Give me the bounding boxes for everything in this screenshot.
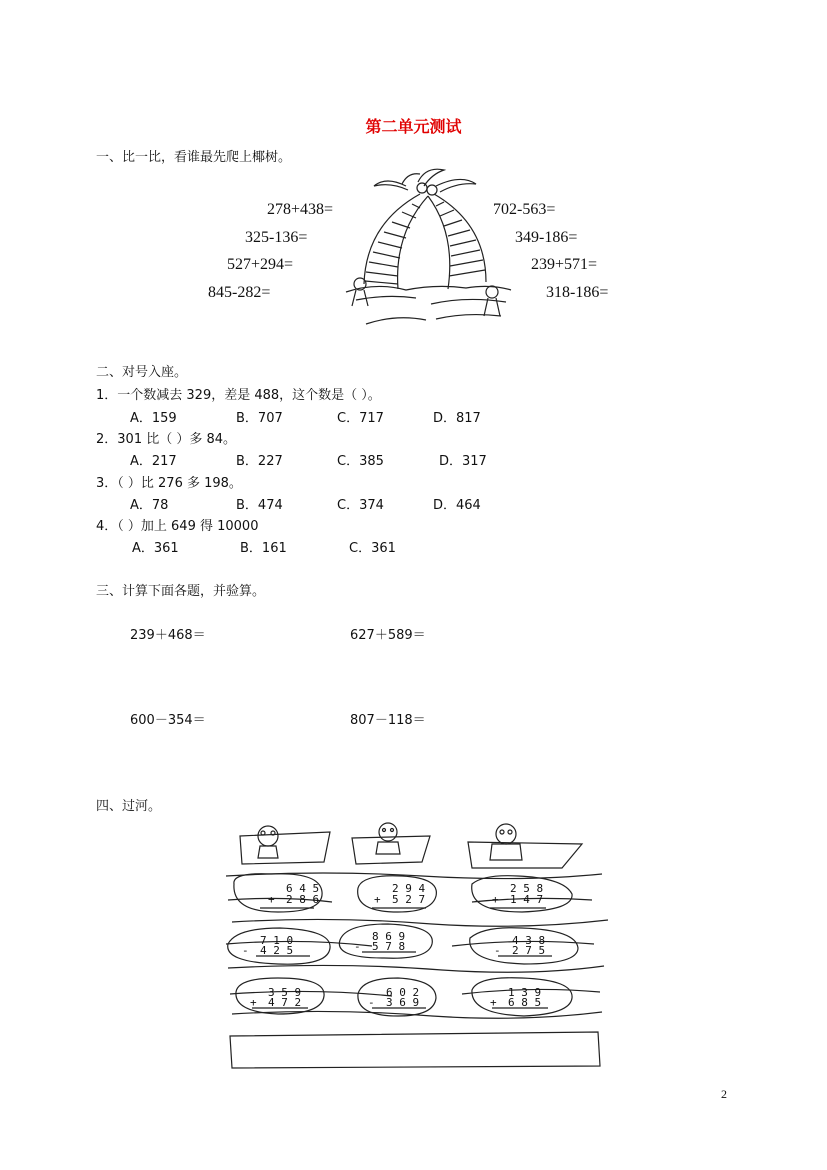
option: A．361 xyxy=(132,541,179,556)
page-number: 2 xyxy=(721,1087,727,1101)
stone-operator: - xyxy=(368,996,375,1009)
stone-bottom-number: 3 6 9 xyxy=(386,996,420,1009)
equation: 845-282= xyxy=(208,284,271,301)
stone-top-number: 4 3 8 xyxy=(512,934,546,947)
option: B．161 xyxy=(240,541,287,556)
stone-bottom-number: 6 8 5 xyxy=(508,996,542,1009)
stone-operator: - xyxy=(242,944,249,957)
stone-bottom-number: 5 7 8 xyxy=(372,940,406,953)
option: B．227 xyxy=(236,454,283,469)
stone-bottom-number: 4 2 5 xyxy=(260,944,294,957)
stone-bottom-number: 4 7 2 xyxy=(268,996,302,1009)
stone-operator: + xyxy=(490,996,497,1009)
stone-operator: + xyxy=(374,893,381,906)
equation: 349-186= xyxy=(515,229,578,246)
stone-bottom-number: 1 4 7 xyxy=(510,893,544,906)
option: A．159 xyxy=(130,411,177,426)
stone-bottom-number: 2 8 6 xyxy=(286,893,320,906)
stone-top-number: 6 4 5 xyxy=(286,882,320,895)
option: C．361 xyxy=(349,541,396,556)
equation: 527+294= xyxy=(227,256,294,273)
stone-operator: + xyxy=(250,996,257,1009)
question-text: 1．一个数减去 329，差是 488，这个数是（ ）。 xyxy=(96,388,381,403)
calc-problem: 239＋468＝ xyxy=(130,628,206,643)
question-text: 2．301 比（ ）多 84。 xyxy=(96,432,237,447)
stone-top-number: 2 5 8 xyxy=(510,882,544,895)
question-text: 4．（ ）加上 649 得 10000 xyxy=(96,519,259,534)
option: D．464 xyxy=(433,498,481,513)
option: C．374 xyxy=(337,498,384,513)
stone-bottom-number: 5 2 7 xyxy=(392,893,426,906)
section-2-heading: 二、对号入座。 xyxy=(96,365,188,380)
stone-bottom-number: 2 7 5 xyxy=(512,944,546,957)
option: A．217 xyxy=(130,454,177,469)
option: C．717 xyxy=(337,411,384,426)
stone-top-number: 2 9 4 xyxy=(392,882,426,895)
question-text: 3．（ ）比 276 多 198。 xyxy=(96,476,242,491)
section-1-heading: 一、比一比，看谁最先爬上椰树。 xyxy=(96,150,292,165)
stone-operator: - xyxy=(354,940,361,953)
stone-operator: - xyxy=(494,944,501,957)
stone-top-number: 7 1 0 xyxy=(260,934,294,947)
equation: 278+438= xyxy=(267,201,334,218)
calc-problem: 807－118＝ xyxy=(350,713,426,728)
section-4-heading: 四、过河。 xyxy=(96,799,162,814)
option: C．385 xyxy=(337,454,384,469)
stone-top-number: 3 5 9 xyxy=(268,986,302,999)
stone-operator: + xyxy=(492,893,499,906)
calc-problem: 627＋589＝ xyxy=(350,628,426,643)
stone-top-number: 8 6 9 xyxy=(372,930,406,943)
option: D．317 xyxy=(439,454,487,469)
option: B．707 xyxy=(236,411,283,426)
section-3-heading: 三、计算下面各题，并验算。 xyxy=(96,584,266,599)
stone-top-number: 1 3 9 xyxy=(508,986,542,999)
page-title: 第二单元测试 xyxy=(365,117,462,136)
option: B．474 xyxy=(236,498,283,513)
palm-tree-illustration xyxy=(336,164,516,334)
equation: 325-136= xyxy=(245,229,308,246)
stone-top-number: 6 0 2 xyxy=(386,986,420,999)
option: D．817 xyxy=(433,411,481,426)
equation: 702-563= xyxy=(493,201,556,218)
stone-operator: + xyxy=(268,893,275,906)
calc-problem: 600－354＝ xyxy=(130,713,206,728)
river-crossing-illustration xyxy=(222,818,612,1072)
option: A．78 xyxy=(130,498,169,513)
equation: 239+571= xyxy=(531,256,598,273)
equation: 318-186= xyxy=(546,284,609,301)
